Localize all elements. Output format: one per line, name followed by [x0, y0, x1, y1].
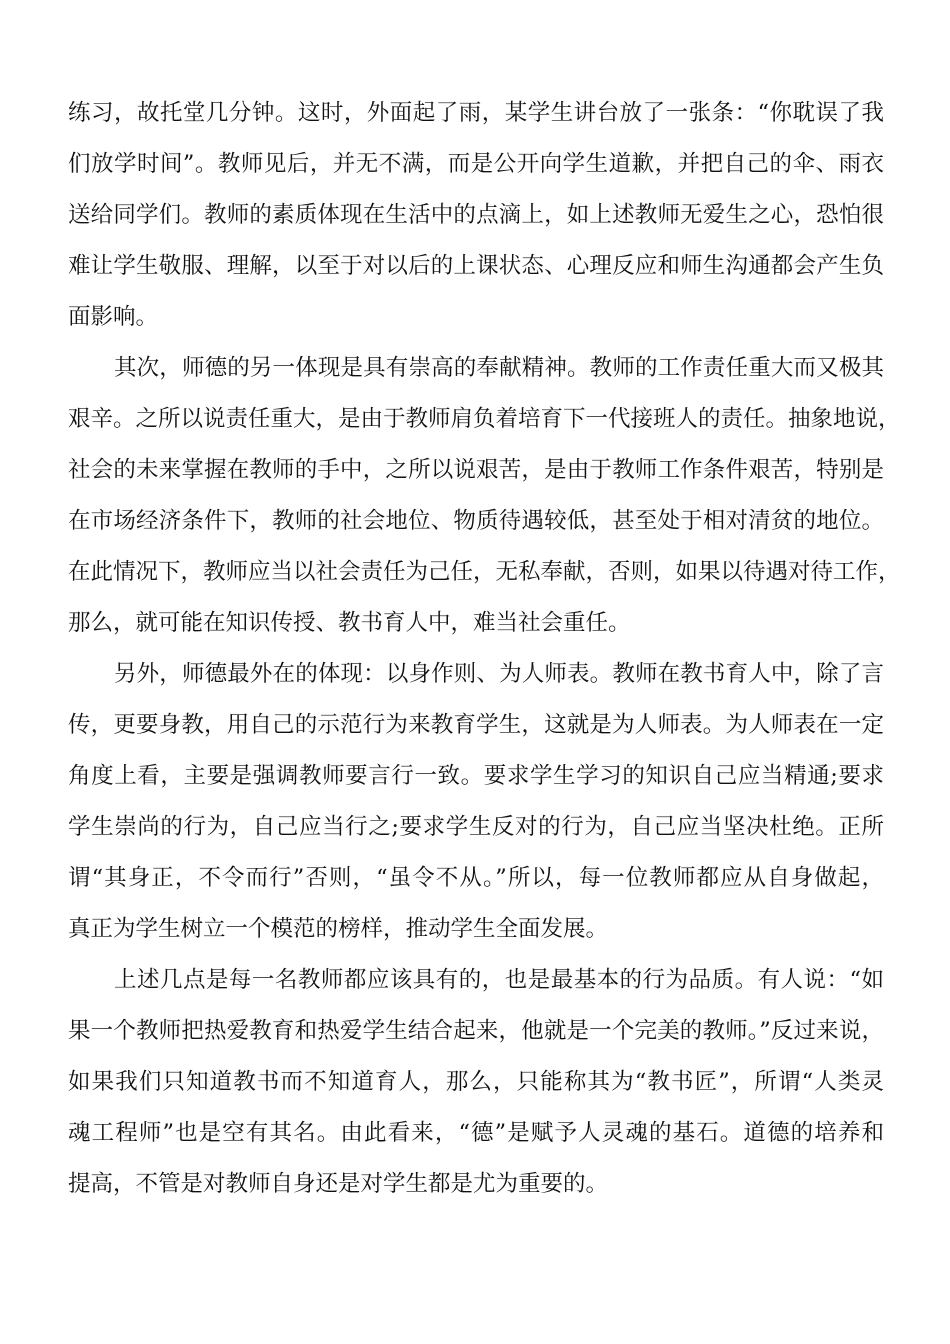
paragraph-conclusion [68, 955, 884, 1210]
text-line: 送给同学们。教师的素质体现在生活中的点滴上，如上述教师无爱生之心，恐怕很 [68, 202, 884, 228]
text-line: 在此情况下，教师应当以社会责任为己任，无私奉献，否则，如果以待遇对待工作， [68, 559, 901, 585]
text-line: 谓“其身正，不令而行”否则，“虽令不从。”所以，每一位教师都应从自身做起， [68, 865, 884, 891]
text-line: 魂工程师”也是空有其名。由此看来，“德”是赋予人灵魂的基石。道德的培养和 [68, 1120, 884, 1146]
paragraph-role-model [68, 649, 884, 955]
document-body [68, 88, 901, 1210]
text-line: 上述几点是每一名教师都应该具有的，也是最基本的行为品质。有人说：“如 [114, 967, 884, 993]
text-line: 其次，师德的另一体现是具有崇高的奉献精神。教师的工作责任重大而又极其 [114, 355, 884, 381]
text-line: 角度上看，主要是强调教师要言行一致。要求学生学习的知识自己应当精通;要求 [68, 763, 884, 789]
paragraph-dedication [68, 343, 901, 649]
text-line: 们放学时间”。教师见后，并无不满，而是公开向学生道歉，并把自己的伞、雨衣 [68, 151, 884, 177]
text-line: 传，更要身教，用自己的示范行为来教育学生，这就是为人师表。为人师表在一定 [68, 712, 884, 738]
text-line: 学生崇尚的行为，自己应当行之;要求学生反对的行为，自己应当坚决杜绝。正所 [68, 814, 884, 840]
text-line: 练习，故托堂几分钟。这时，外面起了雨，某学生讲台放了一张条：“你耽误了我 [68, 100, 884, 126]
text-line: 艰辛。之所以说责任重大，是由于教师肩负着培育下一代接班人的责任。抽象地说， [68, 406, 901, 432]
text-line: 在市场经济条件下，教师的社会地位、物质待遇较低，甚至处于相对清贫的地位。 [68, 508, 884, 534]
text-line: 真正为学生树立一个模范的榜样，推动学生全面发展。 [68, 916, 609, 942]
text-line: 面影响。 [68, 304, 159, 330]
text-line: 果一个教师把热爱教育和热爱学生结合起来，他就是一个完美的教师。”反过来说， [68, 1018, 884, 1044]
text-line: 提高，不管是对教师自身还是对学生都是尤为重要的。 [68, 1171, 609, 1197]
text-line: 另外，师德最外在的体现：以身作则、为人师表。教师在教书育人中，除了言 [114, 661, 884, 687]
text-line: 难让学生敬服、理解，以至于对以后的上课状态、心理反应和师生沟通都会产生负 [68, 253, 884, 279]
text-line: 如果我们只知道教书而不知道育人，那么，只能称其为“教书匠”，所谓“人类灵 [68, 1069, 884, 1095]
text-line: 社会的未来掌握在教师的手中，之所以说艰苦，是由于教师工作条件艰苦，特别是 [68, 457, 884, 483]
paragraph-continuation [68, 88, 884, 343]
text-line: 那么，就可能在知识传授、教书育人中，难当社会重任。 [68, 610, 631, 636]
